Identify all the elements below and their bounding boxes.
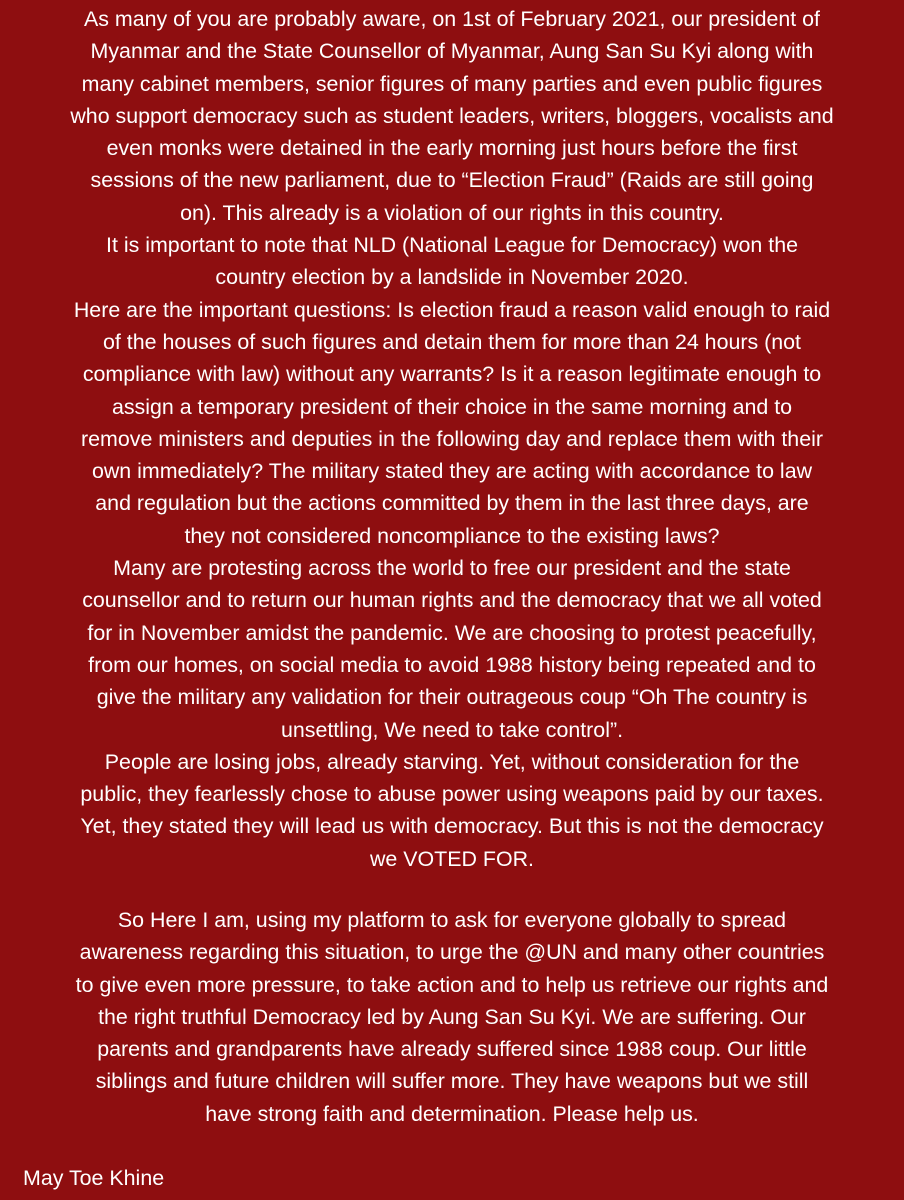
text-line: counsellor and to return our human rights and the democracy that we all voted <box>82 588 822 613</box>
text-line: public, they fearlessly chose to abuse power using weapons paid by our taxes. <box>80 782 824 807</box>
text-line: for in November amidst the pandemic. We are choosing to protest peacefully, <box>87 620 817 645</box>
paragraph-questions <box>10 294 894 552</box>
text-line: Yet, they stated they will lead us with democracy. But this is not the democracy <box>80 814 824 839</box>
text-line: the right truthful Democracy led by Aung San Su Kyi. We are suffering. Our <box>98 1004 806 1029</box>
text-line: remove ministers and deputies in the following day and replace them with their <box>81 426 823 451</box>
text-line: we VOTED FOR. <box>369 846 534 871</box>
text-line: on). This already is a violation of our rights in this country. <box>180 200 724 225</box>
text-line: awareness regarding this situation, to urge the @UN and many other countries <box>79 940 825 965</box>
text-line: of the houses of such figures and detain them for more than 24 hours (not <box>103 329 801 354</box>
text-line: People are losing jobs, already starving. Yet, without consideration for the <box>104 749 800 774</box>
closing-paragraph <box>10 904 894 1130</box>
text-line: So Here I am, using my platform to ask for everyone globally to spread <box>117 908 787 932</box>
text-line: own immediately? The military stated they are acting with accordance to law <box>91 459 813 484</box>
paragraph-losing-jobs <box>10 746 894 875</box>
text-line: As many of you are probably aware, on 1st of February 2021, our president of <box>83 7 820 31</box>
text-line: Here are the important questions: Is election fraud a reason valid enough to raid <box>73 297 831 322</box>
text-line: who support democracy such as student leaders, writers, bloggers, vocalists and <box>70 103 834 128</box>
text-line: assign a temporary president of their choice in the same morning and to <box>111 394 793 419</box>
text-line: even monks were detained in the early morning just hours before the first <box>106 136 798 161</box>
text-line: compliance with law) without any warrants? Is it a reason legitimate enough to <box>82 362 822 387</box>
text-line: country election by a landslide in November 2020. <box>215 265 689 290</box>
text-line: sessions of the new parliament, due to “Election Fraud” (Raids are still going <box>90 168 814 193</box>
text-line: Myanmar and the State Counsellor of Myanmar, Aung San Su Kyi along with <box>90 39 814 64</box>
paragraph-election-result <box>10 229 894 294</box>
text-line: It is important to note that NLD (National League for Democracy) won the <box>106 233 798 258</box>
text-line: have strong faith and determination. Please help us. <box>205 1101 699 1126</box>
author-signature: May Toe Khine <box>23 1166 165 1190</box>
text-line: Many are protesting across the world to free our president and the state <box>113 556 791 581</box>
text-line: from our homes, on social media to avoid 1988 history being repeated and to <box>88 652 816 677</box>
text-line: and regulation but the actions committed by them in the last three days, are <box>95 491 809 516</box>
statement-body <box>10 3 894 875</box>
text-line: many cabinet members, senior figures of many parties and even public figures <box>81 71 823 96</box>
text-line: siblings and future children will suffer more. They have weapons but we still <box>95 1069 809 1094</box>
text-line: to give even more pressure, to take action and to help us retrieve our rights and <box>75 972 829 997</box>
text-line: give the military any validation for their outrageous coup “Oh The country is <box>96 685 808 710</box>
text-line: they not considered noncompliance to the existing laws? <box>184 523 720 548</box>
paragraph-detentions <box>10 3 894 229</box>
text-line: unsettling, We need to take control”. <box>280 717 624 742</box>
paragraph-protests <box>10 552 894 746</box>
text-line: parents and grandparents have already suffered since 1988 coup. Our little <box>97 1037 807 1062</box>
